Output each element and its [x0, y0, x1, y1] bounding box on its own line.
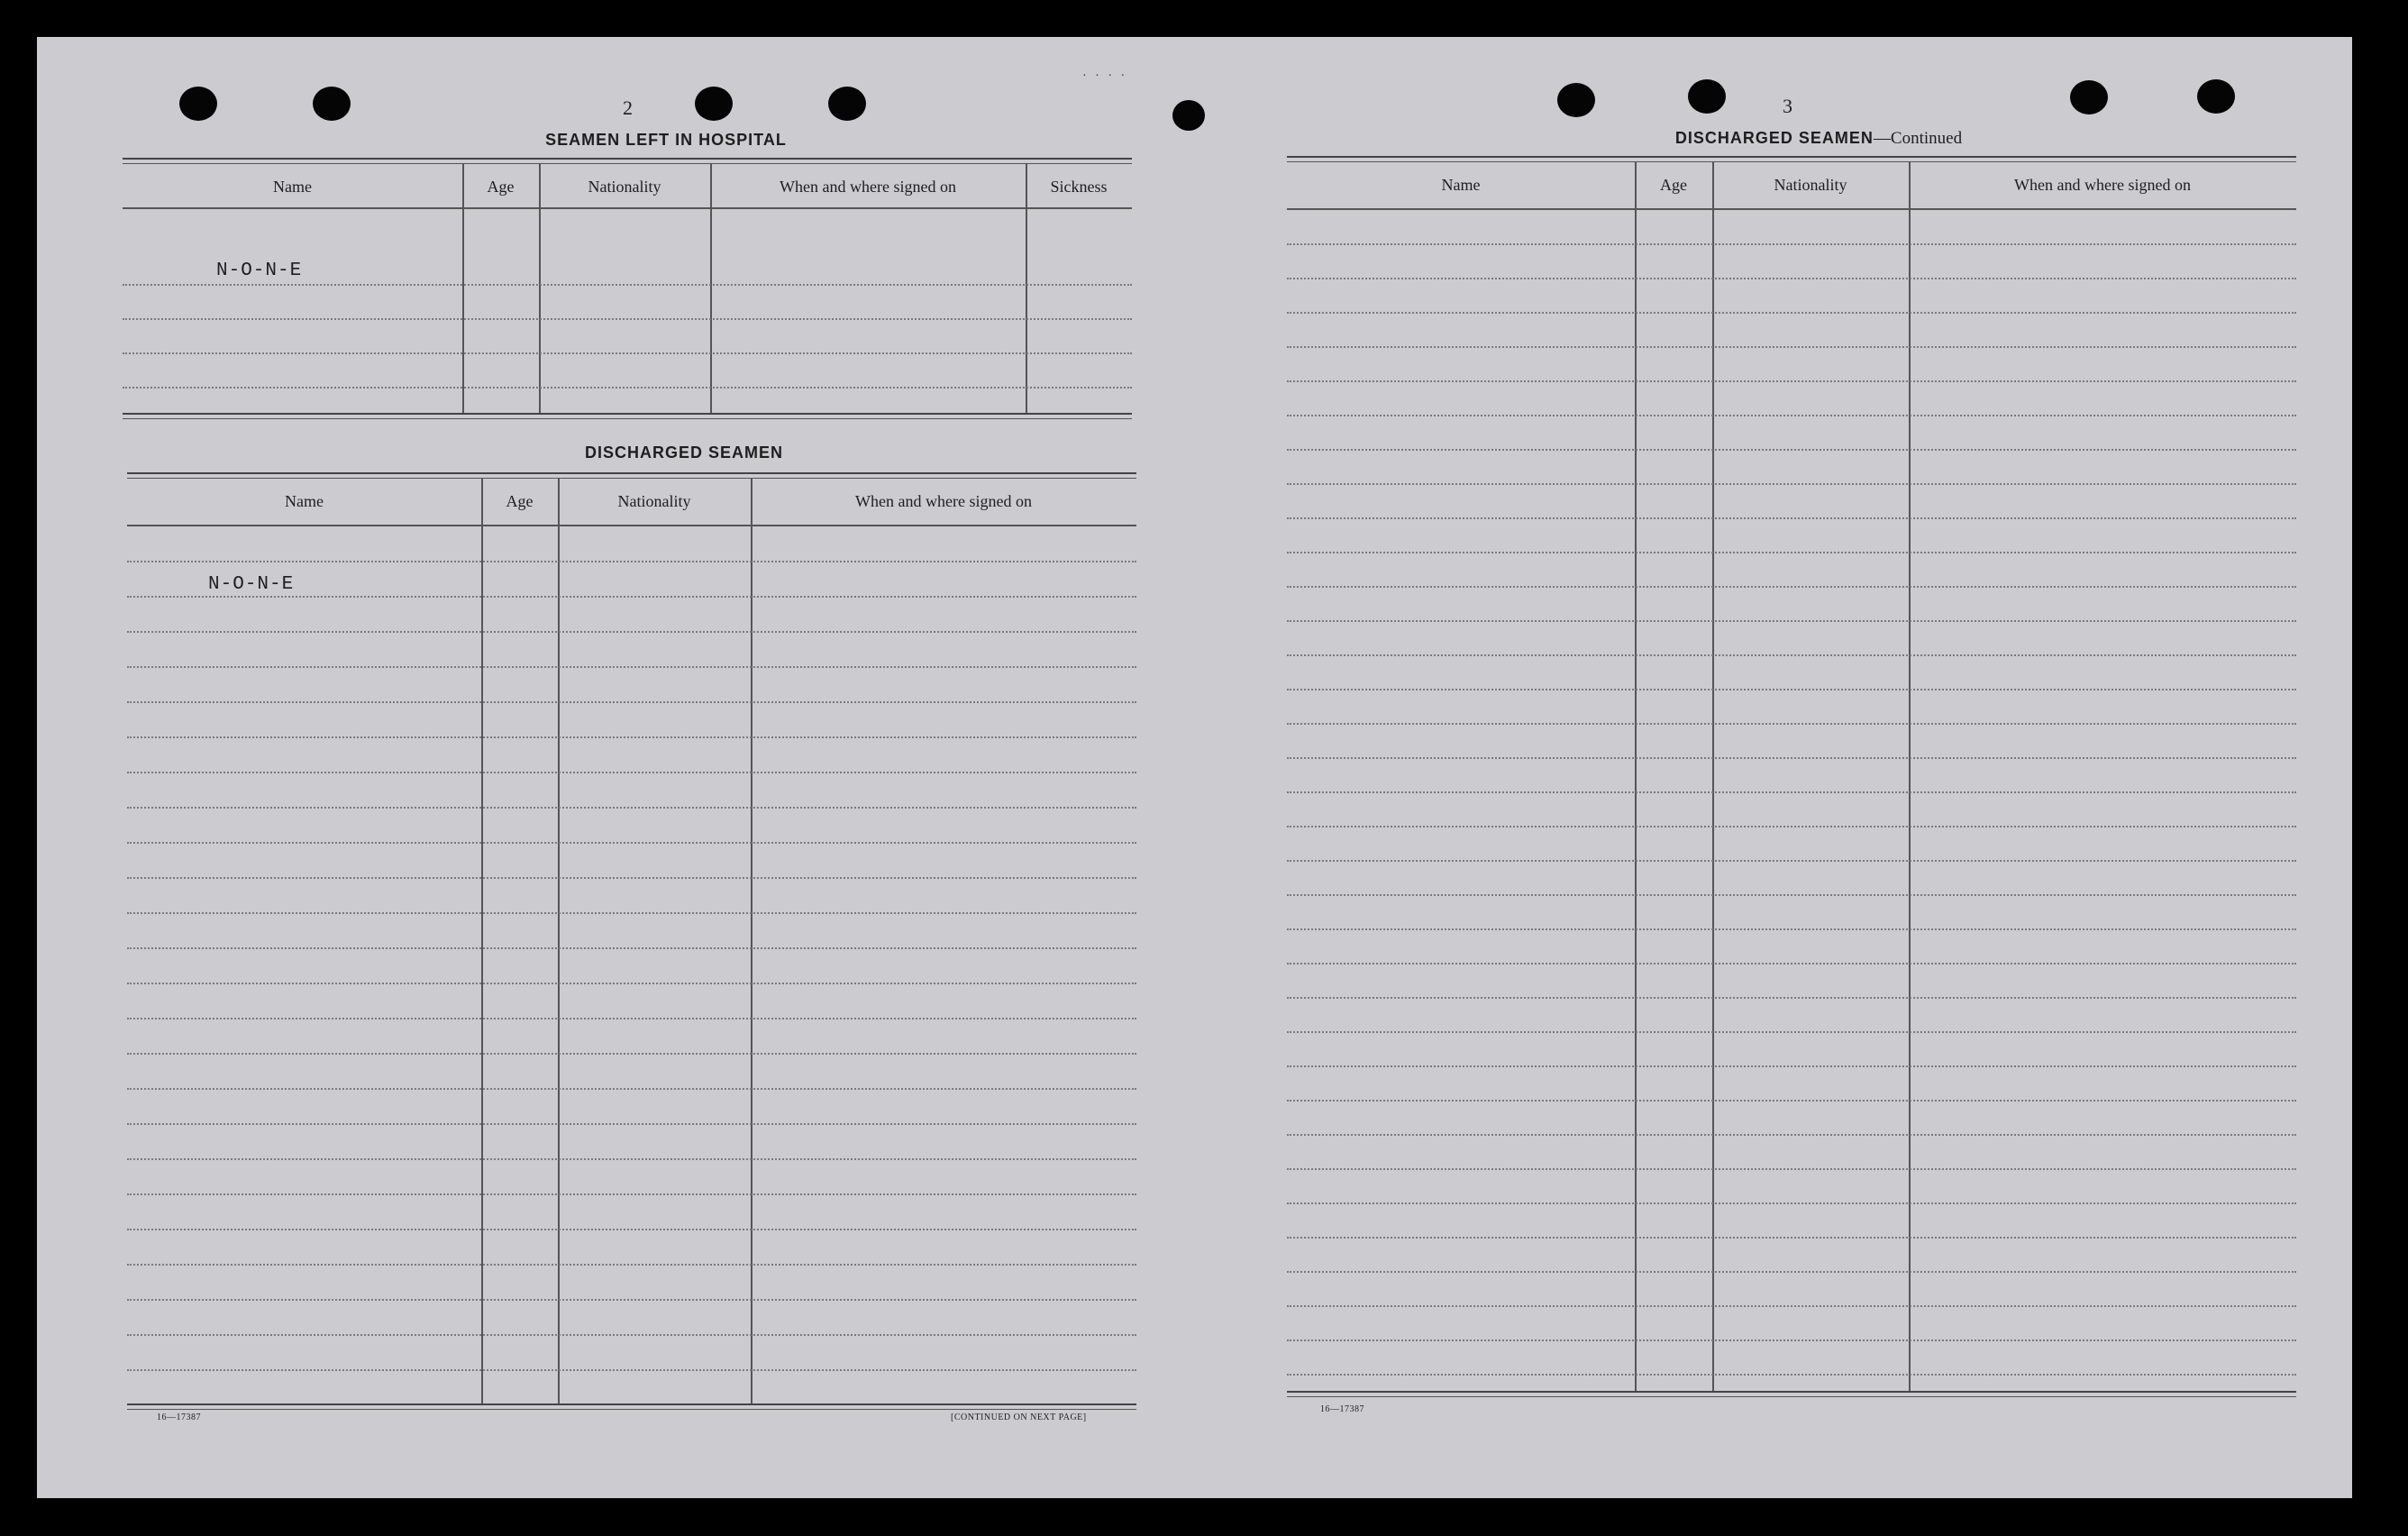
table-row-line — [1287, 997, 2296, 999]
header-rule — [127, 525, 1136, 526]
table-row-line — [127, 1299, 1136, 1301]
col-header-name: Name — [1441, 176, 1481, 194]
table-row-line — [1287, 483, 2296, 485]
col-header-nationality: Nationality — [1774, 176, 1847, 194]
hospital-section-title: SEAMEN LEFT IN HOSPITAL — [545, 131, 787, 149]
table-top-rule — [127, 472, 1136, 479]
table-row-line — [127, 666, 1136, 668]
table-row-line — [1287, 346, 2296, 348]
table-row-line — [1287, 689, 2296, 690]
table-row-line — [127, 1158, 1136, 1160]
table-row-line — [1287, 654, 2296, 656]
title-main: DISCHARGED SEAMEN — [1674, 129, 1874, 147]
table-row-line — [1287, 552, 2296, 553]
discharged-table-left — [127, 472, 1136, 1410]
title-suffix: —Continued — [1873, 129, 1963, 148]
table-row-line — [1287, 791, 2296, 793]
col-header-name: Name — [273, 178, 312, 196]
form-number-left: 16—17387 — [157, 1413, 201, 1422]
table-bottom-rule — [123, 413, 1132, 419]
col-header-age: Age — [506, 492, 534, 510]
table-row-line — [127, 1369, 1136, 1371]
punch-hole — [1172, 100, 1205, 131]
table-row-line — [1287, 1168, 2296, 1170]
table-row-line — [127, 1088, 1136, 1090]
table-row-line — [1287, 1305, 2296, 1307]
table-row-line — [1287, 963, 2296, 965]
table-row-line — [123, 284, 1132, 286]
table-top-rule — [123, 158, 1132, 164]
table-row-line — [1287, 278, 2296, 279]
form-number-right: 16—17387 — [1320, 1404, 1364, 1414]
punch-hole — [695, 87, 733, 121]
table-row-line — [127, 772, 1136, 773]
table-row-line — [127, 596, 1136, 598]
table-row-line — [127, 877, 1136, 879]
col-header-signed-on: When and where signed on — [2014, 176, 2191, 194]
punch-hole — [179, 87, 217, 121]
table-row-line — [1287, 449, 2296, 451]
table-row-line — [123, 318, 1132, 320]
table-row-line — [1287, 826, 2296, 827]
table-row-line — [127, 561, 1136, 562]
table-row-line — [127, 1264, 1136, 1266]
discharged-entry-none: N-O-N-E — [208, 574, 295, 595]
punch-hole — [2070, 80, 2108, 114]
col-header-age: Age — [487, 178, 515, 196]
table-row-line — [127, 736, 1136, 738]
col-header-sickness: Sickness — [1050, 178, 1108, 196]
table-row-line — [1287, 894, 2296, 896]
table-row-line — [127, 701, 1136, 703]
header-rule — [123, 207, 1132, 209]
table-row-line — [1287, 1271, 2296, 1273]
column-divider — [539, 163, 541, 414]
column-divider — [710, 163, 712, 414]
col-header-signed-on: When and where signed on — [855, 492, 1032, 510]
table-row-line — [1287, 620, 2296, 622]
page-number-right: 3 — [1783, 95, 1792, 117]
col-header-age: Age — [1660, 176, 1687, 194]
col-header-nationality: Nationality — [617, 492, 691, 510]
table-row-line — [1287, 517, 2296, 519]
table-top-rule — [1287, 156, 2296, 162]
ledger-sheet — [37, 37, 2352, 1498]
punch-hole — [828, 87, 866, 121]
table-row-line — [127, 807, 1136, 809]
table-row-line — [127, 983, 1136, 984]
table-row-line — [127, 631, 1136, 633]
table-row-line — [1287, 860, 2296, 862]
table-row-line — [127, 947, 1136, 949]
hospital-entry-none: N-O-N-E — [216, 261, 303, 281]
table-row-line — [1287, 723, 2296, 725]
discharged-section-title: DISCHARGED SEAMEN — [584, 443, 784, 462]
table-row-line — [1287, 380, 2296, 382]
table-row-line — [123, 352, 1132, 354]
table-row-line — [123, 387, 1132, 389]
table-row-line — [1287, 1065, 2296, 1067]
hospital-table — [123, 158, 1132, 455]
table-row-line — [1287, 1202, 2296, 1204]
table-row-line — [127, 842, 1136, 844]
punch-hole — [1557, 83, 1595, 117]
table-row-line — [1287, 1100, 2296, 1102]
header-rule — [1287, 208, 2296, 210]
page-number-left: 2 — [623, 96, 633, 119]
table-row-line — [127, 1053, 1136, 1055]
col-header-signed-on: When and where signed on — [780, 178, 956, 196]
table-row-line — [1287, 1134, 2296, 1136]
table-row-line — [1287, 586, 2296, 588]
punch-hole — [2197, 79, 2235, 114]
table-row-line — [127, 1018, 1136, 1019]
continued-note: [CONTINUED ON NEXT PAGE] — [951, 1413, 1087, 1422]
table-row-line — [1287, 1031, 2296, 1033]
punch-hole — [1688, 79, 1726, 114]
table-bottom-rule — [127, 1403, 1136, 1410]
table-row-line — [1287, 243, 2296, 245]
discharged-continued-title — [1616, 129, 2021, 149]
table-row-line — [127, 1334, 1136, 1336]
table-row-line — [1287, 1374, 2296, 1376]
table-row-line — [127, 912, 1136, 914]
table-bottom-rule — [1287, 1391, 2296, 1397]
punch-hole — [313, 87, 351, 121]
column-divider — [1026, 163, 1027, 414]
table-row-line — [127, 1229, 1136, 1230]
table-row-line — [1287, 415, 2296, 416]
col-header-nationality: Nationality — [588, 178, 661, 196]
table-row-line — [1287, 312, 2296, 314]
col-header-name: Name — [285, 492, 324, 510]
discharged-table-right — [1287, 156, 2296, 1436]
table-row-line — [127, 1123, 1136, 1125]
column-divider — [462, 163, 464, 414]
table-row-line — [1287, 1339, 2296, 1341]
table-row-line — [1287, 928, 2296, 930]
table-row-line — [1287, 1237, 2296, 1239]
table-row-line — [1287, 757, 2296, 759]
faint-top-marks: · · · · — [1082, 69, 1128, 83]
table-row-line — [127, 1193, 1136, 1195]
